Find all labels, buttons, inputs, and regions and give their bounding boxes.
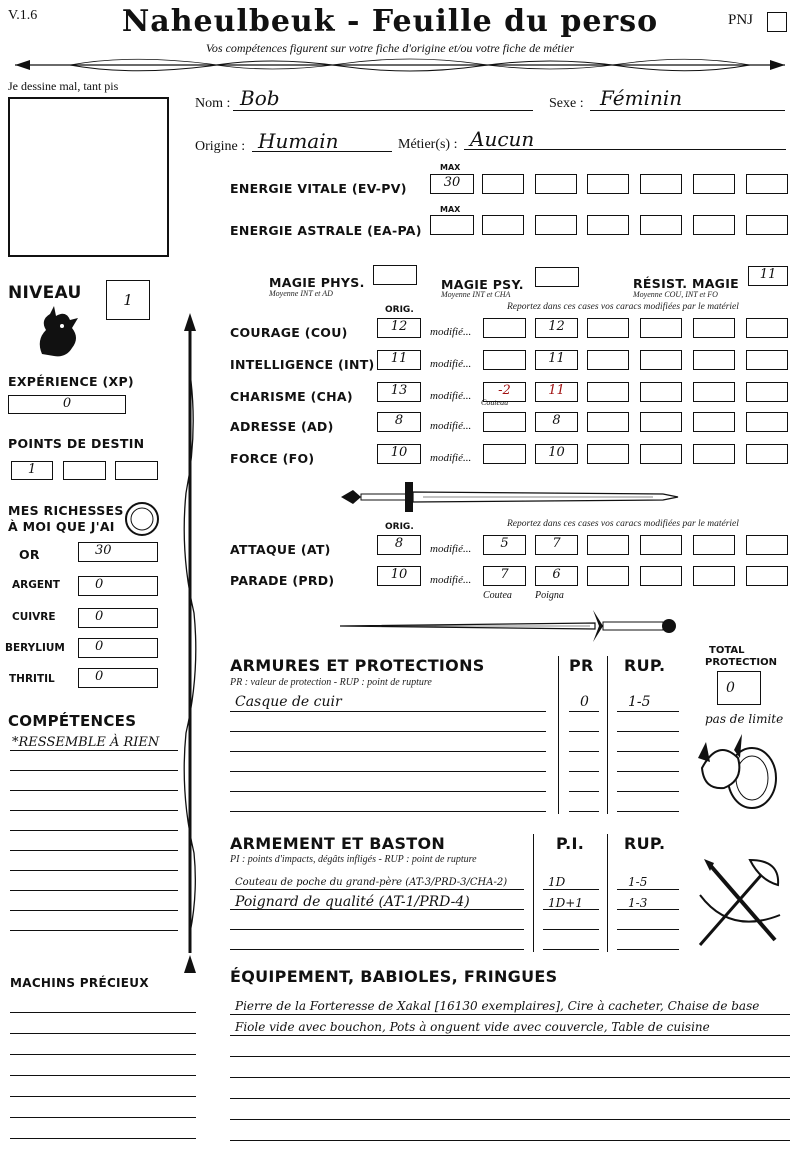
- stat-charisme-orig: 13: [390, 383, 408, 398]
- magie-psy-box[interactable]: [535, 267, 579, 287]
- combat-attaque-mod-box[interactable]: [746, 535, 788, 555]
- weapon-line-name[interactable]: [230, 949, 524, 950]
- armor-divider-1: [558, 656, 559, 814]
- ea-max-box[interactable]: [430, 215, 474, 235]
- portrait-caption: Je dessine mal, tant pis: [8, 79, 119, 93]
- magie-phys-sub: Moyenne INT et AD: [269, 289, 333, 298]
- sexe-line: [590, 110, 785, 111]
- wealth-label-2: À MOI QUE J'AI: [8, 519, 115, 534]
- stat-intelligence-mod-box-1[interactable]: [483, 350, 526, 370]
- stat-adresse-mod-box[interactable]: [640, 412, 682, 432]
- competence-line[interactable]: [10, 830, 178, 831]
- weapon-line-rup[interactable]: [617, 909, 679, 910]
- stat-force-label: FORCE (FO): [230, 451, 315, 466]
- version-label: V.1.6: [8, 8, 38, 23]
- origine-value[interactable]: Humain: [258, 129, 339, 153]
- combat-report-note: Reportez dans ces cases vos caracs modifiées par le matériel: [507, 519, 739, 529]
- stat-courage-orig-box[interactable]: [377, 318, 421, 338]
- weapon-row-1-name[interactable]: Couteau de poche du grand-père (AT-3/PRD-3/CHA-2): [235, 877, 508, 888]
- combat-parade-label: PARADE (PRD): [230, 573, 335, 588]
- resist-magie-sub: Moyenne COU, INT et FO: [633, 290, 718, 299]
- stat-charisme-modifie-label: modifié...: [430, 390, 472, 402]
- stat-charisme-mod2: 11: [548, 383, 565, 398]
- total-protection-value: 0: [726, 680, 735, 696]
- stat-charisme-mod-box[interactable]: [746, 382, 788, 402]
- stat-adresse-orig: 8: [394, 413, 404, 428]
- competence-item-1[interactable]: *RESSEMBLE À RIEN: [12, 735, 160, 750]
- armor-line-name[interactable]: [230, 811, 546, 812]
- equipement-line[interactable]: [230, 1119, 790, 1120]
- nom-label: Nom :: [195, 96, 231, 111]
- armor-line-pr[interactable]: [569, 731, 599, 732]
- weapon-line-rup[interactable]: [617, 949, 679, 950]
- stat-force-mod-box[interactable]: [746, 444, 788, 464]
- competence-line[interactable]: [10, 910, 178, 911]
- weapon-line-pi[interactable]: [543, 949, 599, 950]
- stat-charisme-note: Couteau: [481, 398, 509, 407]
- weapon-line-name[interactable]: [230, 889, 524, 890]
- stat-adresse-mod-box-2[interactable]: [535, 412, 578, 432]
- magie-psy-label: MAGIE PSY.: [441, 277, 524, 292]
- destin-box-2[interactable]: [63, 461, 106, 480]
- total-protection-label-1: TOTAL: [709, 645, 745, 656]
- equipement-line-1[interactable]: Pierre de la Forteresse de Xakal [16130 exemplaires], Cire à cacheter, Chaise de base: [235, 999, 760, 1013]
- weapons-col-rup: RUP.: [624, 834, 666, 853]
- equipement-line[interactable]: [230, 1140, 790, 1141]
- stat-courage-mod-box-1[interactable]: [483, 318, 526, 338]
- cuivre-label: CUIVRE: [12, 611, 56, 623]
- stats-orig-label: ORIG.: [385, 305, 414, 315]
- ev-track-box[interactable]: [640, 174, 682, 194]
- stat-force-mod2: 10: [548, 445, 565, 460]
- stat-intelligence-orig: 11: [390, 351, 408, 366]
- ev-label: ENERGIE VITALE (EV-PV): [230, 181, 407, 196]
- magie-psy-sub: Moyenne INT et CHA: [441, 290, 511, 299]
- weapon-row-1-pi[interactable]: 1D: [548, 875, 566, 889]
- stat-adresse-mod2: 8: [552, 413, 561, 428]
- stat-intelligence-mod-box[interactable]: [693, 350, 735, 370]
- origine-label: Origine :: [195, 139, 246, 154]
- armor-line-name[interactable]: [230, 771, 546, 772]
- berylium-box[interactable]: [78, 638, 158, 658]
- magie-phys-box[interactable]: [373, 265, 417, 285]
- wealth-label-1: MES RICHESSES: [8, 503, 124, 518]
- niveau-box[interactable]: [106, 280, 150, 320]
- machin-line[interactable]: [10, 1012, 196, 1013]
- xp-box[interactable]: [8, 395, 126, 414]
- stat-adresse-mod-box-1[interactable]: [483, 412, 526, 432]
- stat-courage-mod-box[interactable]: [746, 318, 788, 338]
- stat-charisme-mod-box-2[interactable]: [535, 382, 578, 402]
- weapon-line-pi[interactable]: [543, 909, 599, 910]
- stat-intelligence-modifie-label: modifié...: [430, 358, 472, 370]
- destin-box-1[interactable]: [11, 461, 53, 480]
- sheet-title: Naheulbeuk - Feuille du perso: [121, 4, 659, 39]
- competence-line[interactable]: [10, 790, 178, 791]
- stat-courage-label: COURAGE (COU): [230, 325, 348, 340]
- armor-title: ARMURES ET PROTECTIONS: [230, 656, 485, 675]
- armor-line-rup[interactable]: [617, 751, 679, 752]
- stat-force-mod-box-2[interactable]: [535, 444, 578, 464]
- stat-force-mod-box[interactable]: [587, 444, 629, 464]
- stat-charisme-mod-box[interactable]: [693, 382, 735, 402]
- combat-attaque-mod1: 5: [500, 536, 509, 551]
- xp-label: EXPÉRIENCE (XP): [8, 374, 134, 389]
- combat-attaque-mod-box[interactable]: [693, 535, 735, 555]
- nom-value[interactable]: Bob: [240, 86, 280, 110]
- stat-adresse-modifie-label: modifié...: [430, 420, 472, 432]
- competence-line[interactable]: [10, 930, 178, 931]
- niveau-value: 1: [123, 291, 133, 309]
- armor-line-pr[interactable]: [569, 771, 599, 772]
- weapon-line-pi[interactable]: [543, 889, 599, 890]
- armor-line-name[interactable]: [230, 751, 546, 752]
- stat-intelligence-mod-box[interactable]: [587, 350, 629, 370]
- resist-magie-box[interactable]: [748, 266, 788, 286]
- weapon-line-rup[interactable]: [617, 929, 679, 930]
- stat-adresse-mod-box[interactable]: [587, 412, 629, 432]
- staff-ornament: [178, 313, 202, 973]
- weapon-line-pi[interactable]: [543, 929, 599, 930]
- equipement-title: ÉQUIPEMENT, BABIOLES, FRINGUES: [230, 967, 558, 986]
- competence-line[interactable]: [10, 750, 178, 751]
- competences-title: COMPÉTENCES: [8, 712, 137, 730]
- combat-attaque-mod-box[interactable]: [640, 535, 682, 555]
- weapons-divider-1: [533, 834, 534, 952]
- ea-label: ENERGIE ASTRALE (EA-PA): [230, 223, 422, 238]
- stat-force-modifie-label: modifié...: [430, 452, 472, 464]
- combat-parade-orig-box[interactable]: [377, 566, 421, 586]
- ev-track-box[interactable]: [587, 174, 629, 194]
- ea-track-box[interactable]: [587, 215, 629, 235]
- armor-line-rup[interactable]: [617, 731, 679, 732]
- combat-parade-mod-box-1[interactable]: [483, 566, 526, 586]
- helmet-shield-icon: [694, 728, 780, 814]
- origine-line: [252, 151, 392, 152]
- combat-parade-mod2: 6: [552, 567, 561, 582]
- ea-track-box[interactable]: [693, 215, 735, 235]
- armor-line-name[interactable]: [230, 711, 546, 712]
- stat-charisme-mod-box[interactable]: [640, 382, 682, 402]
- combat-parade-mod-box[interactable]: [746, 566, 788, 586]
- combat-attaque-modifie-label: modifié...: [430, 543, 472, 555]
- combat-parade-mod-box-2[interactable]: [535, 566, 578, 586]
- stat-force-mod-box-1[interactable]: [483, 444, 526, 464]
- armor-col-rup: RUP.: [624, 656, 666, 675]
- metier-value[interactable]: Aucun: [470, 127, 535, 151]
- equipement-line[interactable]: [230, 1035, 790, 1036]
- combat-orig-label: ORIG.: [385, 522, 414, 532]
- ev-max-value: 30: [443, 175, 461, 190]
- xp-value: 0: [62, 396, 72, 411]
- destin-label: POINTS DE DESTIN: [8, 436, 145, 451]
- weapon-row-2-name[interactable]: Poignard de qualité (AT-1/PRD-4): [235, 894, 470, 910]
- ea-max-label: MAX: [440, 205, 461, 214]
- stat-charisme-mod1: -2: [498, 383, 511, 398]
- stat-courage-mod-box[interactable]: [693, 318, 735, 338]
- machin-line[interactable]: [10, 1096, 196, 1097]
- armor-line-rup[interactable]: [617, 771, 679, 772]
- stat-intelligence-mod-box[interactable]: [746, 350, 788, 370]
- stat-courage-mod-box[interactable]: [587, 318, 629, 338]
- combat-note-2: Poigna: [535, 590, 564, 601]
- stat-adresse-mod-box[interactable]: [746, 412, 788, 432]
- stat-force-orig-box[interactable]: [377, 444, 421, 464]
- ev-track-box[interactable]: [482, 174, 524, 194]
- armor-col-pr: PR: [569, 656, 594, 675]
- competence-line[interactable]: [10, 810, 178, 811]
- combat-note-1: Coutea: [483, 590, 512, 601]
- equipement-line[interactable]: [230, 1098, 790, 1099]
- thritil-value: 0: [95, 669, 104, 684]
- argent-label: ARGENT: [12, 579, 60, 591]
- magie-phys-label: MAGIE PHYS.: [269, 275, 365, 290]
- stat-charisme-mod-box[interactable]: [587, 382, 629, 402]
- ev-track-box[interactable]: [746, 174, 788, 194]
- armor-line-name[interactable]: [230, 731, 546, 732]
- combat-attaque-orig: 8: [394, 536, 404, 551]
- weapon-line-name[interactable]: [230, 929, 524, 930]
- pnj-checkbox[interactable]: [767, 12, 787, 32]
- ev-max-box[interactable]: [430, 174, 474, 194]
- ea-track-box[interactable]: [482, 215, 524, 235]
- sword-ornament-2: [335, 606, 685, 646]
- machins-title: MACHINS PRÉCIEUX: [10, 976, 149, 990]
- total-protection-box[interactable]: [717, 671, 761, 705]
- armor-subtitle: PR : valeur de protection - RUP : point de rupture: [230, 677, 432, 688]
- weapon-line-name[interactable]: [230, 909, 524, 910]
- or-value: 30: [95, 543, 112, 558]
- weapons-subtitle: PI : points d'impacts, dégâts infligés - RUP : point de rupture: [230, 854, 477, 865]
- combat-parade-orig: 10: [390, 567, 408, 582]
- destin-box-3[interactable]: [115, 461, 158, 480]
- armor-row-1-name[interactable]: Casque de cuir: [235, 694, 342, 710]
- stat-intelligence-mod-box[interactable]: [640, 350, 682, 370]
- resist-magie-value: 11: [759, 267, 777, 282]
- stat-intelligence-label: INTELLIGENCE (INT): [230, 357, 375, 372]
- armor-line-pr[interactable]: [569, 811, 599, 812]
- armor-line-rup[interactable]: [617, 711, 679, 712]
- armor-line-rup[interactable]: [617, 791, 679, 792]
- coin-icon: [124, 501, 160, 537]
- stat-adresse-mod-box[interactable]: [693, 412, 735, 432]
- weapons-title: ARMEMENT ET BASTON: [230, 834, 446, 853]
- header-ornament: [10, 54, 790, 76]
- weapon-row-2-pi[interactable]: 1D+1: [548, 896, 583, 910]
- ea-track-box[interactable]: [640, 215, 682, 235]
- combat-attaque-label: ATTAQUE (AT): [230, 542, 331, 557]
- armor-divider-2: [607, 656, 608, 814]
- stat-adresse-orig-box[interactable]: [377, 412, 421, 432]
- armor-line-pr[interactable]: [569, 791, 599, 792]
- combat-attaque-mod2: 7: [552, 536, 561, 551]
- nom-line: [233, 110, 533, 111]
- stat-adresse-label: ADRESSE (AD): [230, 419, 334, 434]
- armor-line-pr[interactable]: [569, 751, 599, 752]
- combat-parade-modifie-label: modifié...: [430, 574, 472, 586]
- armor-row-1-pr[interactable]: 0: [580, 694, 589, 710]
- weapons-divider-2: [607, 834, 608, 952]
- thritil-box[interactable]: [78, 668, 158, 688]
- total-protection-label-2: PROTECTION: [705, 657, 777, 668]
- combat-parade-mod-box[interactable]: [587, 566, 629, 586]
- berylium-value: 0: [95, 639, 104, 654]
- ea-track-box[interactable]: [746, 215, 788, 235]
- equipement-line[interactable]: [230, 1077, 790, 1078]
- combat-attaque-mod-box[interactable]: [587, 535, 629, 555]
- dragon-icon: [32, 304, 82, 362]
- cuivre-box[interactable]: [78, 608, 158, 628]
- stat-force-orig: 10: [390, 445, 408, 460]
- stat-charisme-orig-box[interactable]: [377, 382, 421, 402]
- niveau-label: NIVEAU: [8, 283, 82, 303]
- machin-line[interactable]: [10, 1075, 196, 1076]
- ea-track-box[interactable]: [535, 215, 577, 235]
- stat-intelligence-mod-box-2[interactable]: [535, 350, 578, 370]
- armor-line-pr[interactable]: [569, 711, 599, 712]
- metier-line: [464, 149, 786, 150]
- stat-force-mod-box[interactable]: [693, 444, 735, 464]
- ev-track-box[interactable]: [693, 174, 735, 194]
- stat-courage-mod2: 12: [548, 319, 565, 334]
- competence-line[interactable]: [10, 770, 178, 771]
- ev-max-label: MAX: [440, 163, 461, 172]
- competence-line[interactable]: [10, 890, 178, 891]
- machin-line[interactable]: [10, 1054, 196, 1055]
- armor-line-rup[interactable]: [617, 811, 679, 812]
- stat-courage-mod-box[interactable]: [640, 318, 682, 338]
- armor-line-name[interactable]: [230, 791, 546, 792]
- stat-force-mod-box[interactable]: [640, 444, 682, 464]
- weapon-row-1-rup[interactable]: 1-5: [628, 875, 648, 889]
- or-label: OR: [19, 547, 40, 562]
- resist-magie-label: RÉSIST. MAGIE: [633, 276, 740, 291]
- stat-courage-modifie-label: modifié...: [430, 326, 472, 338]
- crossed-weapons-icon: [690, 855, 786, 955]
- machin-line[interactable]: [10, 1117, 196, 1118]
- thritil-label: THRITIL: [9, 673, 55, 685]
- sword-ornament-1: [333, 480, 683, 514]
- limit-note: pas de limite: [705, 712, 784, 726]
- combat-attaque-mod-box-1[interactable]: [483, 535, 526, 555]
- argent-value: 0: [95, 577, 104, 592]
- combat-attaque-mod-box-2[interactable]: [535, 535, 578, 555]
- weapons-col-pi: P.I.: [556, 834, 585, 853]
- stat-charisme-label: CHARISME (CHA): [230, 389, 353, 404]
- sheet-subtitle: Vos compétences figurent sur votre fiche d'origine et/ou votre fiche de métier: [205, 41, 575, 55]
- destin-value-1: 1: [27, 462, 37, 477]
- weapon-line-rup[interactable]: [617, 889, 679, 890]
- combat-parade-mod-box[interactable]: [693, 566, 735, 586]
- machin-line[interactable]: [10, 1033, 196, 1034]
- competence-line[interactable]: [10, 850, 178, 851]
- stat-intelligence-orig-box[interactable]: [377, 350, 421, 370]
- combat-parade-mod1: 7: [500, 567, 509, 582]
- metier-label: Métier(s) :: [398, 137, 458, 152]
- cuivre-value: 0: [95, 609, 104, 624]
- combat-attaque-orig-box[interactable]: [377, 535, 421, 555]
- sexe-value[interactable]: Féminin: [600, 86, 683, 110]
- machin-line[interactable]: [10, 1138, 196, 1139]
- or-box[interactable]: [78, 542, 158, 562]
- pnj-label: PNJ: [728, 12, 754, 28]
- combat-parade-mod-box[interactable]: [640, 566, 682, 586]
- stat-intelligence-mod2: 11: [548, 351, 565, 366]
- stats-report-note: Reportez dans ces cases vos caracs modifiées par le matériel: [507, 302, 739, 312]
- stat-courage-mod-box-2[interactable]: [535, 318, 578, 338]
- equipement-line[interactable]: [230, 1056, 790, 1057]
- equipement-line[interactable]: [230, 1014, 790, 1015]
- armor-row-1-rup[interactable]: 1-5: [628, 694, 651, 710]
- weapon-row-2-rup[interactable]: 1-3: [628, 896, 648, 910]
- argent-box[interactable]: [78, 576, 158, 596]
- berylium-label: BERYLIUM: [5, 642, 65, 654]
- ev-track-box[interactable]: [535, 174, 577, 194]
- stat-courage-orig: 12: [390, 319, 408, 334]
- portrait-frame[interactable]: [8, 97, 169, 257]
- equipement-line-2[interactable]: Fiole vide avec bouchon, Pots à onguent vide avec couvercle, Table de cuisine: [235, 1020, 710, 1034]
- sexe-label: Sexe :: [549, 96, 584, 111]
- competence-line[interactable]: [10, 870, 178, 871]
